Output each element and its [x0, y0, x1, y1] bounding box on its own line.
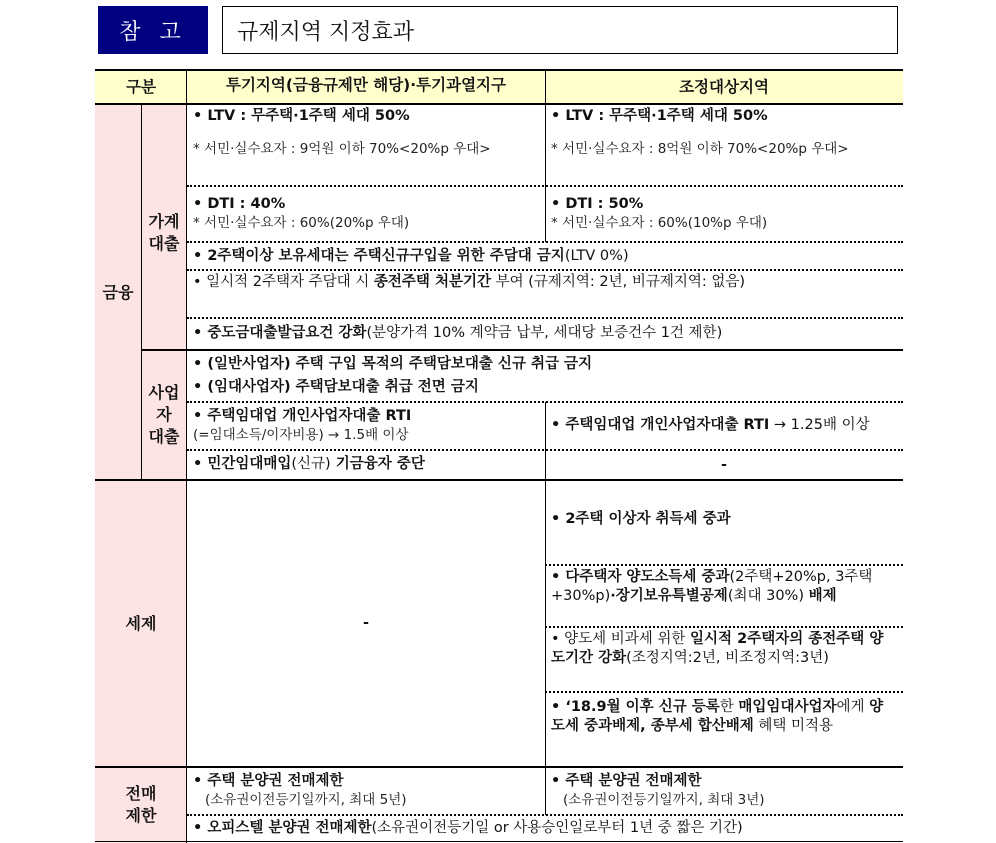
divider [95, 69, 903, 71]
rti-speculative [187, 402, 545, 450]
text-segment: (분양가격 10% 계약금 납부, 세대당 보증건수 1건 제한) [366, 325, 723, 341]
text-segment: 에게 [836, 699, 870, 715]
ltv-adjustment [545, 104, 903, 186]
text-segment: (소유권이전등기일 or 사용승인일로부터 1년 중 짧은 기간) [371, 820, 743, 836]
divider [187, 317, 903, 319]
text-segment: 투기지역 [225, 76, 286, 94]
divider [545, 626, 903, 628]
header-adjustment-zone: 조정대상지역 [545, 70, 903, 104]
text-segment: • 주택임대업 개인사업자대출 RTI [551, 417, 770, 433]
resale-note: (소유권이전등기일까지, 최대 3년) [563, 792, 765, 808]
text-segment: • LTV : 무주택·1주택 세대 50% [551, 108, 768, 124]
multi-home-ban [187, 242, 903, 270]
rti-adjustment [545, 402, 903, 450]
tax-rental-business [545, 692, 903, 767]
resale-main [551, 772, 897, 791]
text-segment: • (일반사업자) 주택 구입 목적의 주택담보대출 신규 취급 금지 [193, 356, 593, 372]
tax-temporary-two-home [545, 627, 903, 692]
text-segment: 부여 (규제지역: 2년, 비규제지역: 없음) [491, 274, 746, 290]
text-segment: • 2주택이상 보유세대는 주택신규구입을 위한 주담대 금지 [193, 248, 565, 264]
divider [95, 103, 903, 105]
text-segment: 혜택 미적용 [753, 718, 834, 734]
ltv-note: * 서민·실수요자 : 9억원 이하 70%<20%p 우대> [193, 141, 491, 157]
resale-adjustment [545, 767, 903, 815]
text-segment: (금융규제만 해당) [285, 76, 411, 94]
text-segment: 양도세 중과배제, 종부세 합산배제 [551, 699, 884, 734]
ltv-note: * 서민·실수요자 : 8억원 이하 70%<20%p 우대> [551, 141, 849, 157]
dti-adjustment [545, 186, 903, 242]
resale-note: (소유권이전등기일까지, 최대 5년) [205, 792, 407, 808]
tax-capital-gains [545, 565, 903, 627]
text-segment: 일시적 2주택자의 종전주택 양도기간 강화 [551, 631, 884, 666]
title-text: 규제지역 지정효과 [237, 19, 415, 45]
text-segment: 한 [719, 699, 739, 715]
text-segment: (2주택+20%p, 3주택+30%p) [551, 569, 873, 604]
text-segment: • 민간임대매입 [193, 456, 292, 472]
ltv-speculative [187, 104, 545, 186]
text-segment: • 다주택자 양도소득세 중과 [551, 569, 730, 585]
dti-note: * 서민·실수요자 : 60%(20%p 우대) [193, 215, 410, 231]
text-segment: • DTI : 40% [193, 196, 286, 212]
divider [95, 479, 903, 481]
rental-business-ban [193, 378, 897, 397]
header-speculative-zone [187, 70, 545, 104]
text-segment: • 중도금대출발급요건 강화 [193, 325, 367, 341]
tax-speculative: - [362, 615, 370, 631]
category-tax: 세제 [95, 480, 187, 767]
dti-main [551, 195, 897, 214]
text-segment: 매입임대사업자 [738, 699, 837, 715]
text-segment: (조정지역:2년, 비조정지역:3년) [626, 650, 829, 666]
text-segment: → 1.25배 이상 [769, 417, 870, 433]
officetel-resale [187, 815, 903, 843]
text-segment: (신규) [291, 456, 331, 472]
text-segment: • ‘18.9월 이후 신규 등록 [551, 699, 720, 715]
text-segment: • 주택 분양권 전매제한 [551, 773, 702, 789]
divider [95, 766, 903, 768]
text-segment: • DTI : 50% [551, 196, 644, 212]
divider [186, 70, 187, 843]
category-finance: 금융 [95, 104, 141, 480]
divider [545, 402, 546, 815]
text-segment: • 양도세 비과세 위한 [551, 631, 691, 647]
ltv-main [193, 107, 539, 126]
temporary-two-home [187, 270, 903, 318]
divider [545, 691, 903, 693]
text-segment: • 주택 분양권 전매제한 [193, 773, 344, 789]
header-category: 구분 [95, 70, 187, 104]
page-title [222, 6, 898, 54]
divider [545, 70, 546, 242]
text-segment: • 2주택 이상자 취득세 중과 [551, 511, 731, 527]
text-segment: 배제 [808, 588, 837, 604]
text-segment: 종전주택 처분기간 [373, 274, 492, 290]
dti-main [193, 195, 539, 214]
resale-speculative [187, 767, 545, 815]
divider [95, 841, 903, 842]
interim-loan [187, 318, 903, 350]
text-segment: • 일시적 2주택자 주담대 시 [193, 274, 374, 290]
text-segment: • LTV : 무주택·1주택 세대 50% [193, 108, 410, 124]
general-business-ban [193, 355, 897, 374]
text-segment: • (임대사업자) 주택담보대출 취급 전면 금지 [193, 379, 479, 395]
business-loan-bans [187, 350, 903, 402]
divider [141, 104, 142, 480]
divider [545, 564, 903, 566]
rti-note: (=임대소득/이자비용) → 1.5배 이상 [193, 427, 409, 443]
private-rental-speculative [187, 450, 545, 480]
divider [141, 349, 903, 351]
text-segment: 기금융자 중단 [330, 456, 425, 472]
text-segment: • 주택임대업 개인사업자대출 RTI [193, 408, 412, 424]
text-segment: (LTV 0%) [564, 248, 629, 264]
tax-acquisition [545, 480, 903, 565]
text-segment: • 오피스텔 분양권 전매제한 [193, 820, 372, 836]
text-segment: ·장기보유특별공제 [610, 588, 728, 604]
text-segment: (최대 30%) [727, 588, 809, 604]
reference-badge: 참 고 [98, 6, 208, 54]
dti-note: * 서민·실수요자 : 60%(10%p 우대) [551, 215, 768, 231]
category-business-loan: 사업 자 대출 [141, 350, 187, 480]
resale-main [193, 772, 539, 791]
category-household-loan: 가계 대출 [141, 104, 187, 350]
ltv-main [551, 107, 897, 126]
divider [187, 269, 903, 271]
text-segment: ·투기과열지구 [410, 76, 507, 94]
private-rental-adjustment: - [720, 456, 728, 473]
rti-main [193, 407, 539, 426]
category-resale: 전매 제한 [95, 767, 187, 843]
dti-speculative [187, 186, 545, 242]
